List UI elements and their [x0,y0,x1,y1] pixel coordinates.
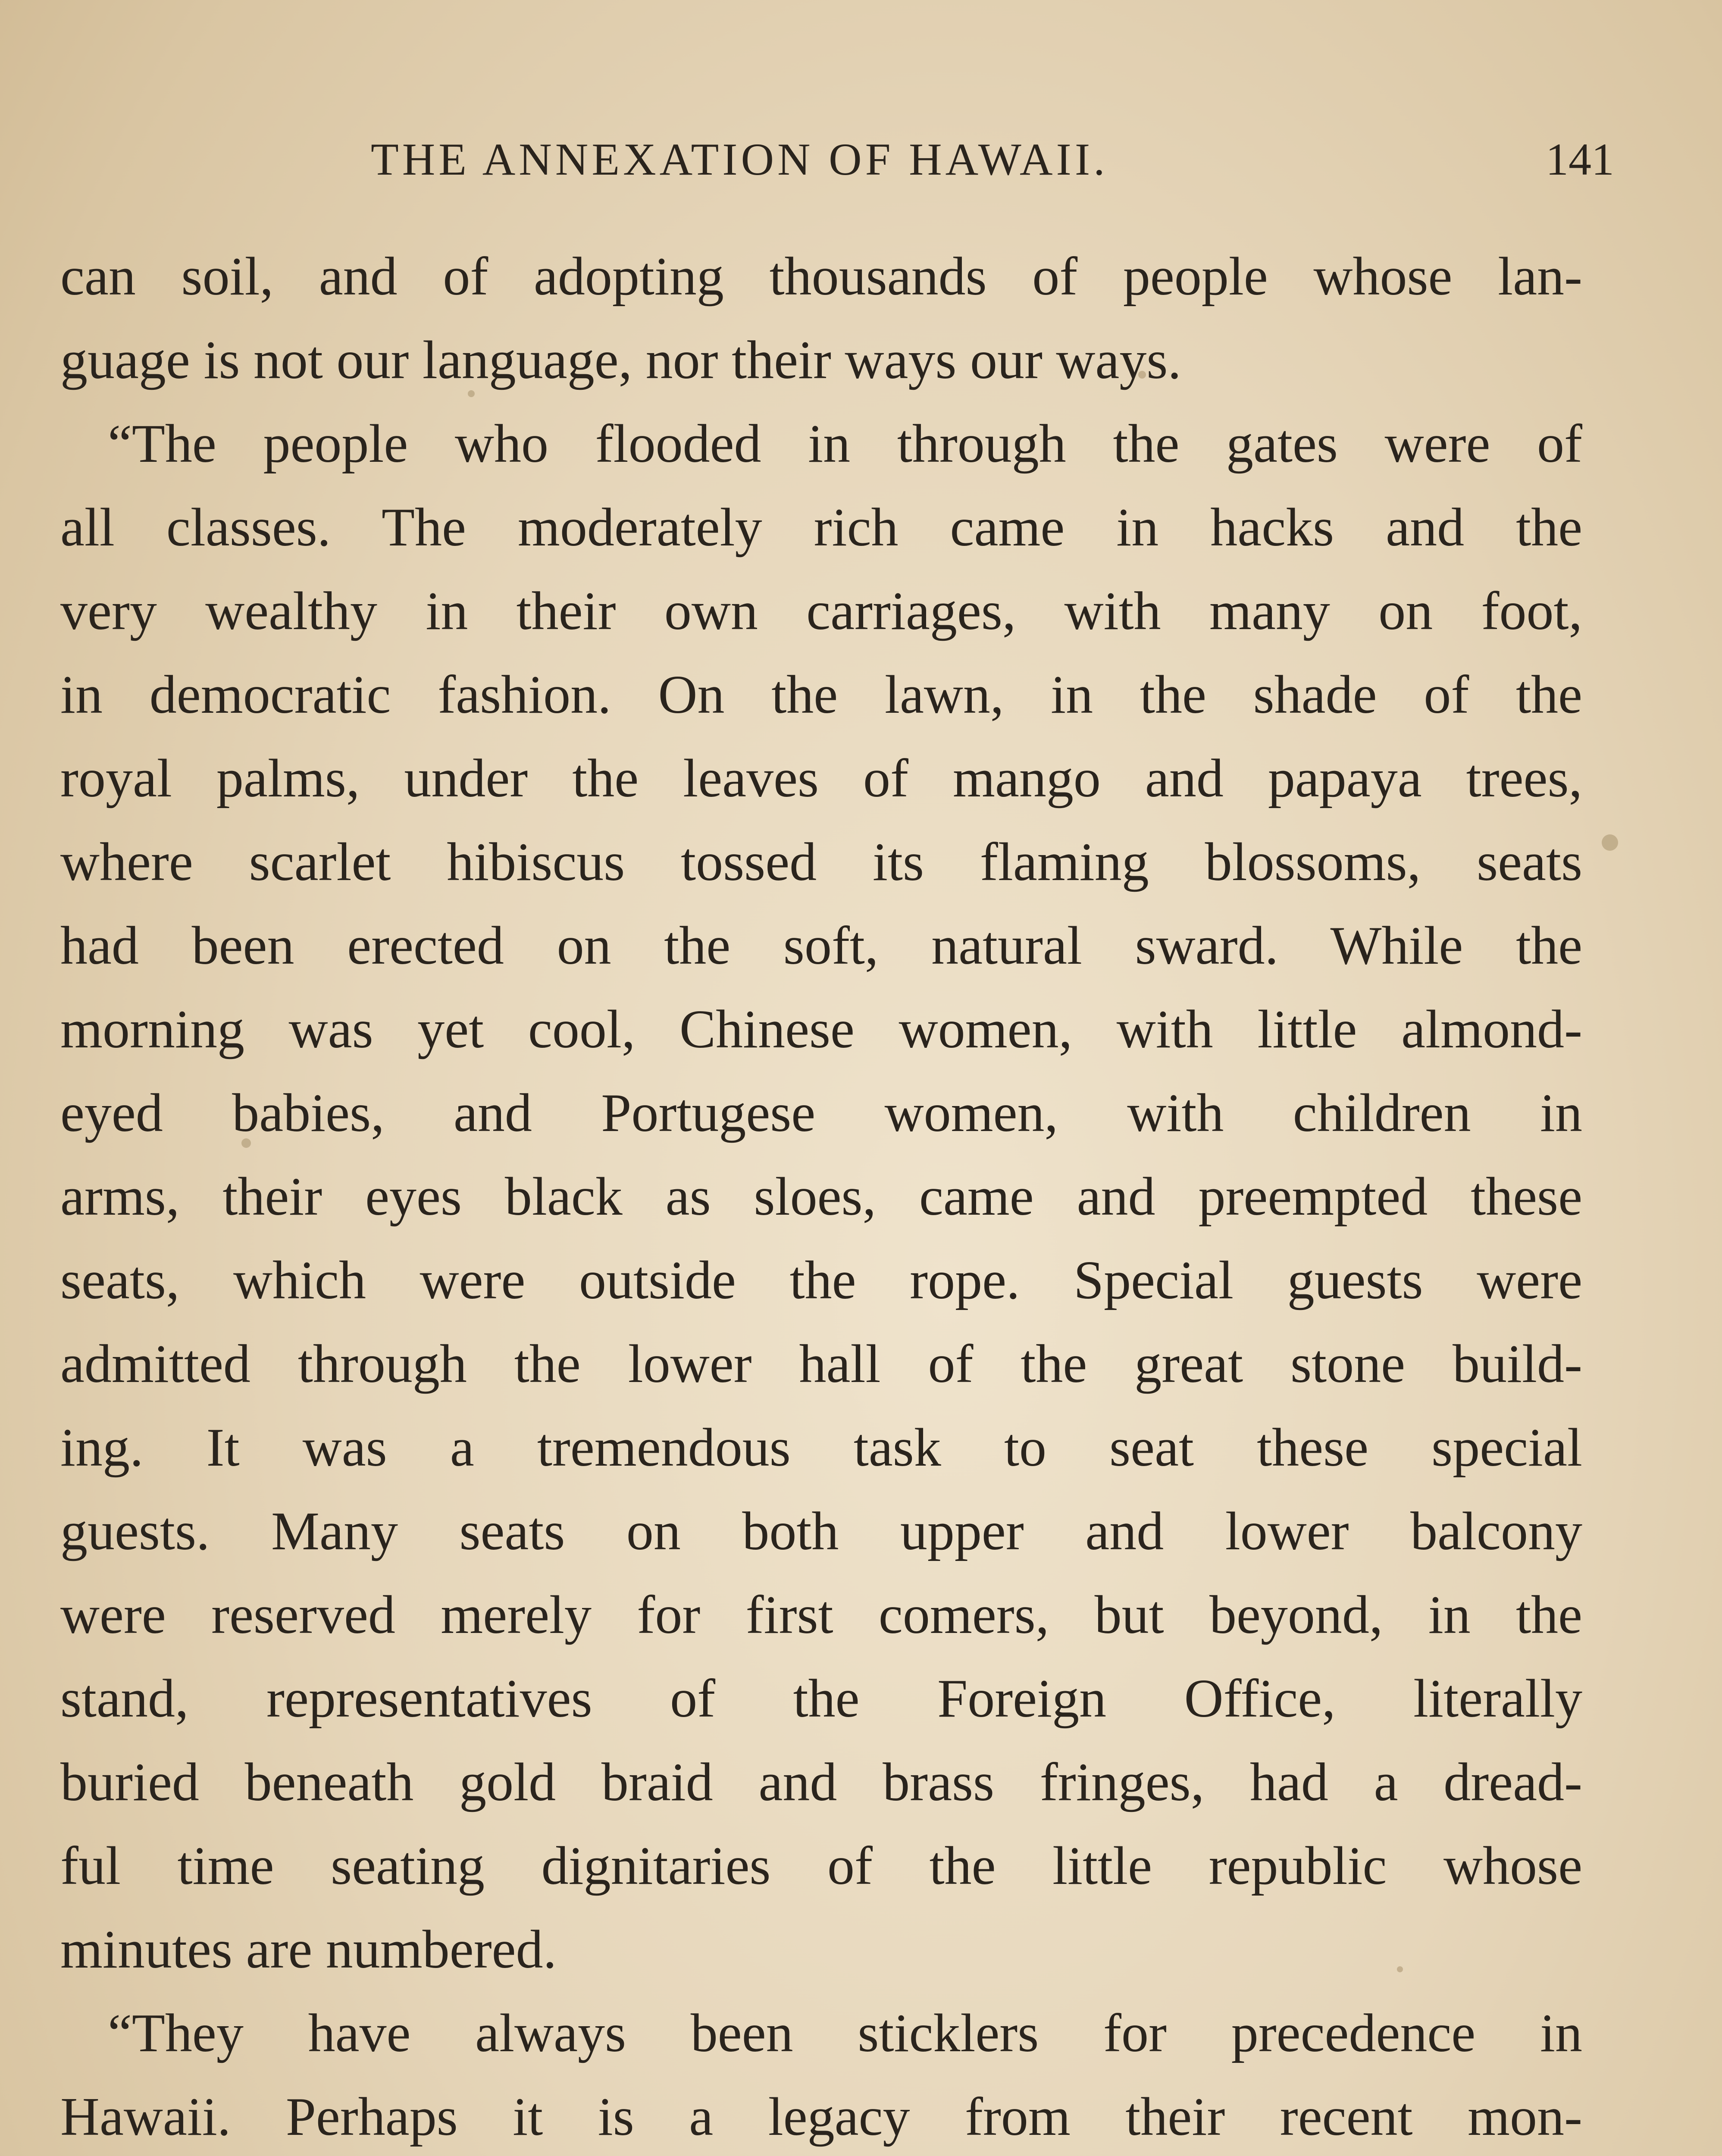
text-line: were reserved merely for first comers, but beyond, in the [60,1585,1582,1645]
text-line: buried beneath gold braid and brass fringes, had a dread- [60,1752,1582,1812]
text-line: Hawaii. Perhaps it is a legacy from their recent mon- [60,2087,1582,2147]
text-line: very wealthy in their own carriages, with many on foot, [60,581,1582,641]
text-line: guage is not our language, nor their ways our ways. [60,330,1181,390]
paper-speck [1602,834,1618,851]
text-line: arms, their eyes black as sloes, came and preempted these [60,1167,1582,1227]
text-line: all classes. The moderately rich came in hacks and the [60,498,1582,558]
text-line: in democratic fashion. On the lawn, in the shade of the [60,665,1582,725]
running-title: THE ANNEXATION OF HAWAII. [371,134,1108,185]
page-number: 141 [1546,134,1614,185]
text-line: stand, representatives of the Foreign Office, literally [60,1669,1582,1729]
text-line: seats, which were outside the rope. Special guests were [60,1250,1582,1310]
text-line: eyed babies, and Portugese women, with children in [60,1083,1582,1143]
text-line: morning was yet cool, Chinese women, with little almond- [60,1000,1582,1059]
text-line: can soil, and of adopting thousands of people whose lan- [60,247,1582,307]
text-line: “The people who flooded in through the gates were of [108,414,1582,474]
text-line: royal palms, under the leaves of mango and papaya trees, [60,749,1582,808]
text-line: ful time seating dignitaries of the little republic whose [60,1836,1582,1896]
body-text [60,235,1582,2156]
text-line: ing. It was a tremendous task to seat these special [60,1418,1582,1478]
text-line: “They have always been sticklers for precedence in [108,2003,1582,2063]
text-line: guests. Many seats on both upper and lower balcony [60,1501,1582,1561]
text-line: minutes are numbered. [60,1920,557,1980]
text-line: had been erected on the soft, natural sward. While the [60,916,1582,976]
text-line: where scarlet hibiscus tossed its flaming blossoms, seats [60,832,1582,892]
page-header [60,129,1662,190]
text-line: admitted through the lower hall of the great stone build- [60,1334,1582,1394]
